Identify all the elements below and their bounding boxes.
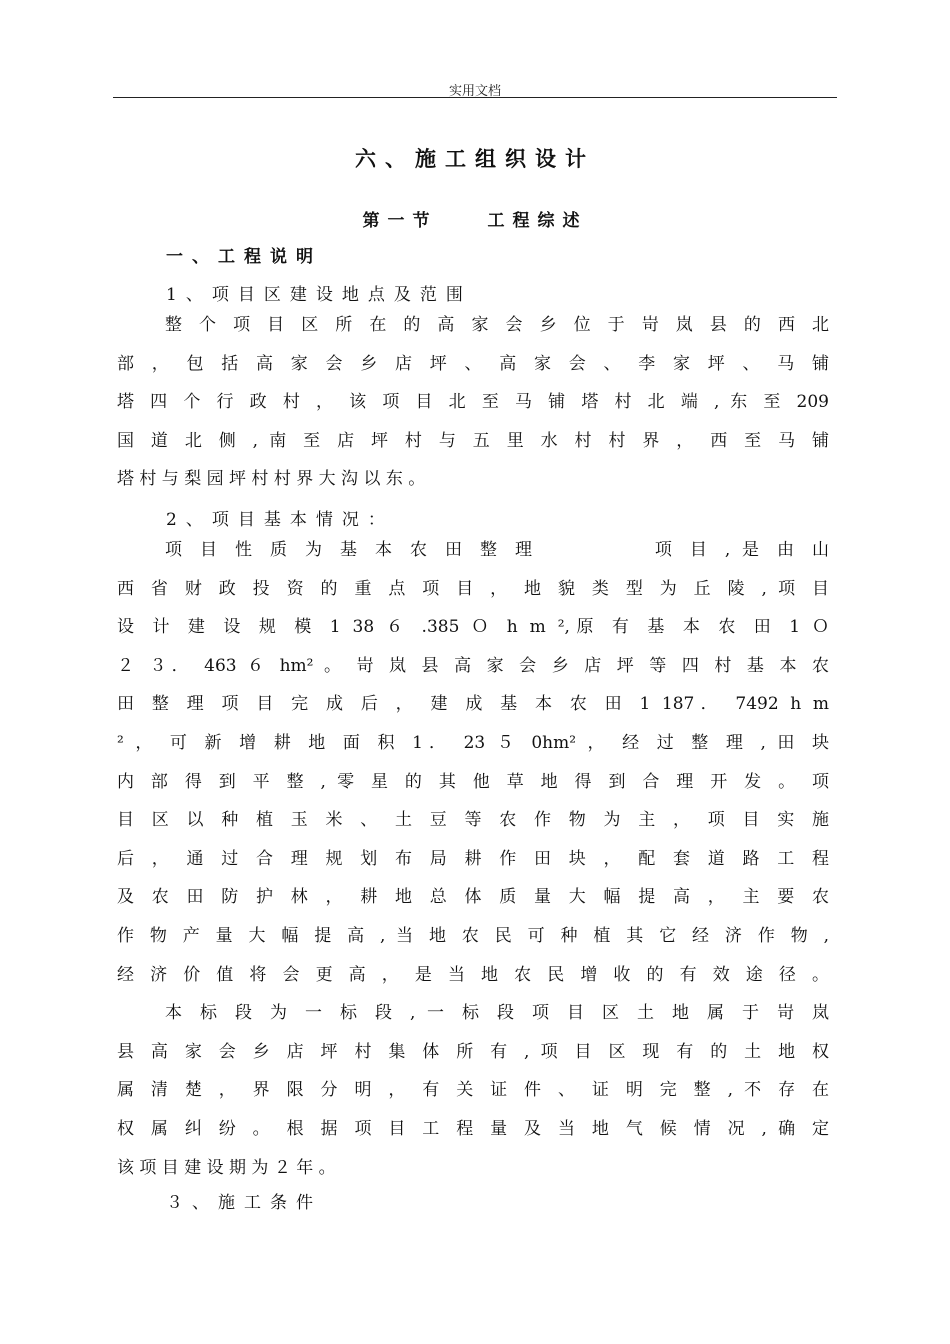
document-title: 六、施工组织设计 — [355, 146, 595, 171]
item-heading-1: 1、项目区建设地点及范围 — [166, 285, 472, 305]
paragraph-line: ２ ３． 463 ６ hm² 。 岢 岚 县 高 家 会 乡 店 坪 等 四 村 基 本 农 — [117, 655, 829, 676]
paragraph-line: 塔 四 个 行 政 村 ， 该 项 目 北 至 马 铺 塔 村 北 端 , 东 至 209 — [117, 392, 829, 413]
paragraph-line: 整 个 项 目 区 所 在 的 高 家 会 乡 位 于 岢 岚 县 的 西 北 — [165, 315, 829, 335]
paragraph-1 — [117, 306, 829, 499]
item-heading-2: 2、项目基本情况： — [166, 510, 394, 530]
subheading: 一、工程说明 — [166, 247, 322, 267]
paragraph-line: 属 清 楚 ， 界 限 分 明 ， 有 关 证 件 、 证 明 完 整 , 不 存 在 — [117, 1080, 829, 1101]
paragraph-line: 本 标 段 为 一 标 段 , 一 标 段 项 目 区 土 地 属 于 岢 岚 — [165, 1003, 829, 1024]
paragraph-line: 权 属 纠 纷 。 根 据 项 目 工 程 量 及 当 地 气 候 情 况 , 确 定 — [117, 1118, 829, 1139]
paragraph-line: 及 农 田 防 护 林 ， 耕 地 总 体 质 量 大 幅 提 高 ， 主 要 农 — [117, 887, 829, 908]
page-header: 实用文档 — [448, 84, 501, 99]
paragraph-line: 该 项 目 建 设 期 为 ２ 年 。 — [117, 1157, 336, 1178]
paragraph-line: 经 济 价 值 将 会 更 高 ， 是 当 地 农 民 增 收 的 有 效 途 径 。 — [117, 964, 829, 985]
paragraph-line: 作 物 产 量 大 幅 提 高 , 当 地 农 民 可 种 植 其 它 经 济 作 物 , — [117, 925, 829, 946]
paragraph-line: 部 ， 包 括 高 家 会 乡 店 坪 、 高 家 会 、 李 家 坪 、 马 铺 — [117, 353, 829, 374]
section-heading — [0, 206, 950, 231]
paragraph-line: 设 计 建 设 规 模 1 38 ６ .385 Ｏ h m ²,原 有 基 本 农 田 1 Ｏ — [117, 617, 829, 638]
paragraph-line: 项 目 性 质 为 基 本 农 田 整 理 项 目 , 是 由 山 — [165, 540, 829, 560]
paragraph-line: ² ， 可 新 增 耕 地 面 积 1． 23 ５ 0hm² ， 经 过 整 理 , 田 块 — [117, 732, 829, 753]
item-heading-3: ３、施工条件 — [166, 1193, 322, 1213]
paragraph-line: 内 部 得 到 平 整 , 零 星 的 其 他 草 地 得 到 合 理 开 发 。 项 — [117, 771, 829, 792]
paragraph-2 — [117, 531, 829, 1187]
paragraph-line: 目 区 以 种 植 玉 米 、 土 豆 等 农 作 物 为 主 ， 项 目 实 施 — [117, 810, 829, 831]
paragraph-line: 县 高 家 会 乡 店 坪 村 集 体 所 有 , 项 目 区 现 有 的 土 地 权 — [117, 1041, 829, 1062]
paragraph-line: 塔 村 与 梨 园 坪 村 村 界 大 沟 以 东 。 — [117, 469, 426, 490]
paragraph-line: 田 整 理 项 目 完 成 后 ， 建 成 基 本 农 田 1 187． 7492 h m — [117, 694, 829, 715]
section-label: 第一节 — [362, 211, 438, 231]
paragraph-line: 西 省 财 政 投 资 的 重 点 项 目 ， 地 貌 类 型 为 丘 陵 , 项 目 — [117, 578, 829, 599]
header-divider — [113, 97, 837, 98]
section-name: 工程综述 — [487, 211, 588, 231]
paragraph-line: 国 道 北 侧 , 南 至 店 坪 村 与 五 里 水 村 村 界 ， 西 至 马 铺 — [117, 430, 829, 451]
paragraph-line: 后 ， 通 过 合 理 规 划 布 局 耕 作 田 块 ， 配 套 道 路 工 程 — [117, 848, 829, 869]
